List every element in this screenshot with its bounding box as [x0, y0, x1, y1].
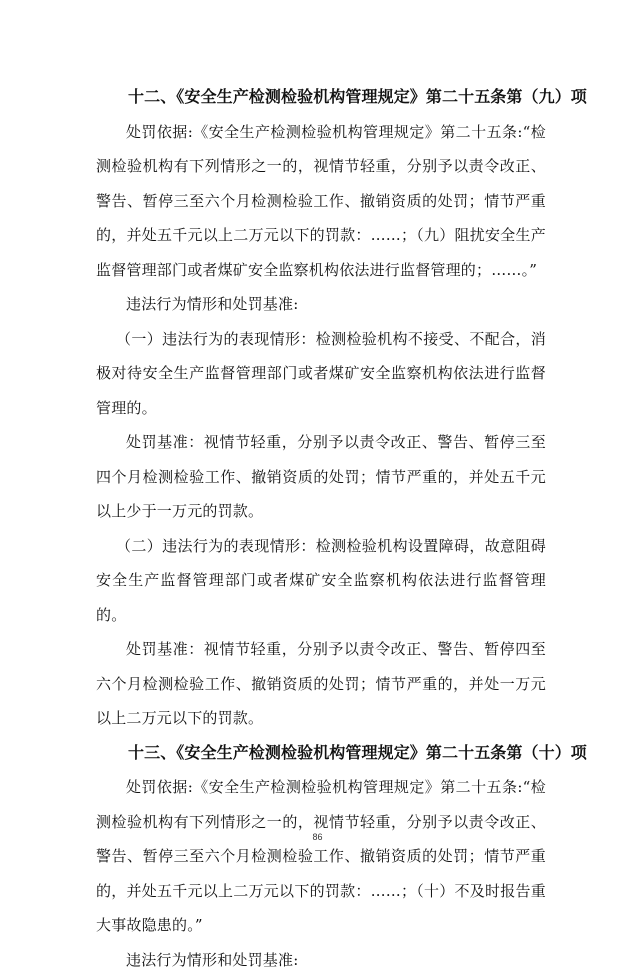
section-13-basis: 处罚依据:《安全生产检测检验机构管理规定》第二十五条:“检测检验机构有下列情形之一的，视情节轻重，分别予以责令改正、警告、暂停三至六个月检测检验工作、撤销资质的处罚；情节严重的，并处五千元以上二万元以下的罚款：……；（十）不及时报告重大事故隐患的。”: [96, 770, 546, 943]
section-12-case-1: （一）违法行为的表现情形：检测检验机构不接受、不配合，消极对待安全生产监督管理部门或者煤矿安全监察机构依法进行监督管理的。: [96, 322, 546, 426]
page-number: 86: [0, 832, 635, 842]
section-12-penalty-1: 处罚基准：视情节轻重，分别予以责令改正、警告、暂停三至四个月检测检验工作、撤销资质的处罚；情节严重的，并处五千元以上少于一万元的罚款。: [96, 425, 546, 529]
section-13-heading: 十三、《安全生产检测检验机构管理规定》第二十五条第（十）项: [96, 736, 546, 771]
section-12-heading: 十二、《安全生产检测检验机构管理规定》第二十五条第（九）项: [96, 80, 546, 115]
section-12-case-2: （二）违法行为的表现情形：检测检验机构设置障碍，故意阻碍安全生产监督管理部门或者煤矿安全监察机构依法进行监督管理的。: [96, 529, 546, 633]
document-body: [96, 80, 546, 977]
section-12-standard-intro: 违法行为情形和处罚基准:: [96, 287, 546, 322]
section-12-penalty-2: 处罚基准：视情节轻重，分别予以责令改正、警告、暂停四至六个月检测检验工作、撤销资质的处罚；情节严重的，并处一万元以上二万元以下的罚款。: [96, 632, 546, 736]
section-13-standard-intro: 违法行为情形和处罚基准:: [96, 943, 546, 977]
section-12-basis: 处罚依据:《安全生产检测检验机构管理规定》第二十五条:“检测检验机构有下列情形之一的，视情节轻重，分别予以责令改正、警告、暂停三至六个月检测检验工作、撤销资质的处罚；情节严重的，并处五千元以上二万元以下的罚款：……；（九）阻扰安全生产监督管理部门或者煤矿安全监察机构依法进行监督管理的；……。”: [96, 115, 546, 288]
